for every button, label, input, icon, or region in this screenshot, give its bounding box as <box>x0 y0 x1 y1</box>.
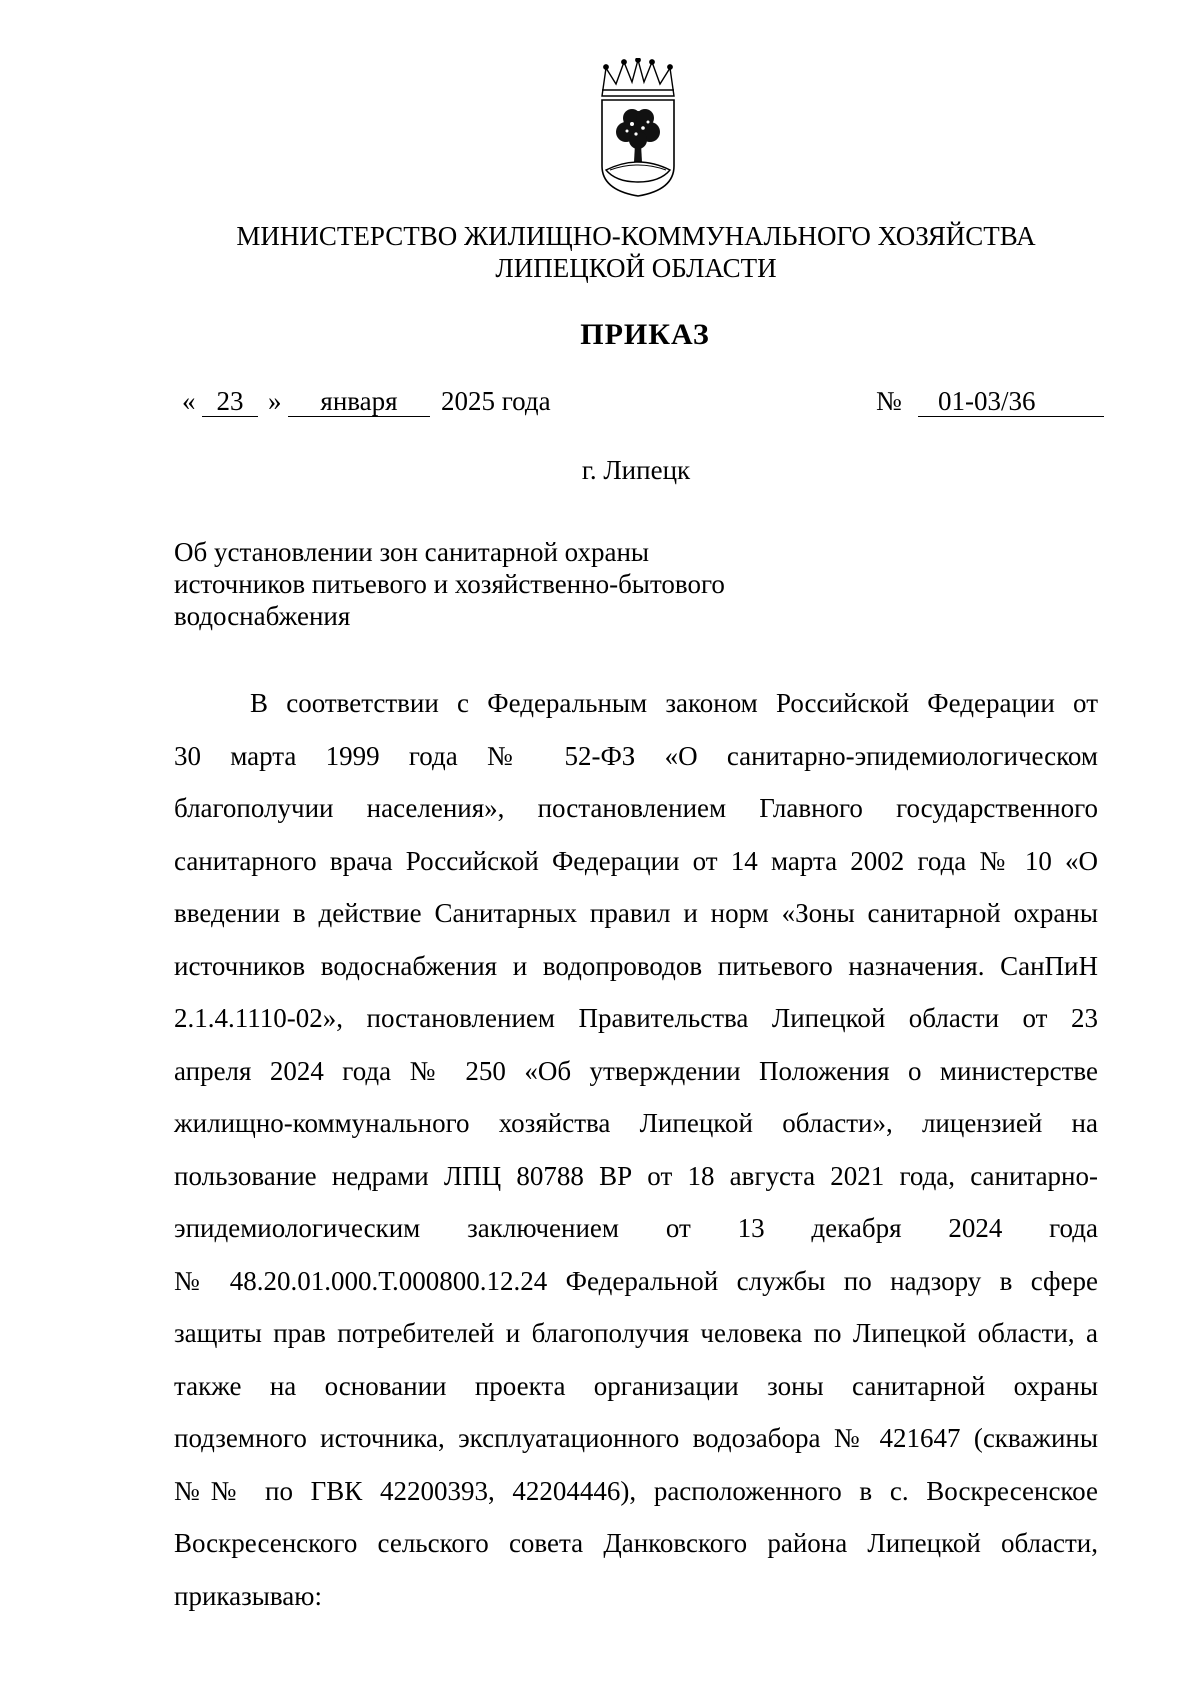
body-line-final: приказываю: <box>174 1580 322 1611</box>
date-day: 23 <box>202 386 258 417</box>
date-quote-open: « <box>182 386 196 416</box>
number-sign: № <box>876 386 902 416</box>
body-line: пользование недрами ЛПЦ 80788 ВР от 18 августа 2021 года, санитарно- <box>174 1160 1098 1191</box>
body-line: защиты прав потребителей и благополучия человека по Липецкой области, а <box>174 1318 1098 1348</box>
body-line: 2.1.4.1110-02», постановлением Правительства Липецкой области от 23 <box>174 1003 1098 1033</box>
date-month: января <box>288 386 430 417</box>
body-line: санитарного врача Российской Федерации от 14 марта 2002 года № 10 «О <box>174 845 1098 876</box>
order-body <box>174 677 1098 1622</box>
body-line: апреля 2024 года № 250 «Об утверждении Положения о министерстве <box>174 1055 1098 1086</box>
body-line: №№ по ГВК 42200393, 42204446), расположенного в с. Воскресенское <box>174 1475 1098 1506</box>
body-line: 30 марта 1999 года № 52-ФЗ «О санитарно-эпидемиологическом <box>174 740 1098 771</box>
date-year: 2025 года <box>441 386 551 416</box>
body-line: благополучии населения», постановлением Главного государственного <box>174 793 1098 823</box>
body-line: В соответствии с Федеральным законом Российской Федерации от <box>250 688 1098 718</box>
order-subject <box>174 536 794 632</box>
body-line: жилищно-коммунального хозяйства Липецкой области», лицензией на <box>174 1108 1098 1138</box>
subject-line: Об установлении зон санитарной охраны <box>174 537 650 567</box>
date-number-row <box>0 386 1200 422</box>
body-line: источников водоснабжения и водопроводов питьевого назначения. СанПиН <box>174 950 1098 981</box>
body-line: Воскресенского сельского совета Данковского района Липецкой области, <box>174 1528 1098 1558</box>
body-line: эпидемиологическим заключением от 13 декабря 2024 года <box>174 1213 1098 1243</box>
document-title: ПРИКАЗ <box>580 318 710 351</box>
city: г. Липецк <box>581 455 691 485</box>
body-line: № 48.20.01.000.Т.000800.12.24 Федеральной службы по надзору в сфере <box>174 1265 1098 1296</box>
ministry-region: ЛИПЕЦКОЙ ОБЛАСТИ <box>495 253 777 283</box>
subject-line: водоснабжения <box>174 601 351 631</box>
subject-line: источников питьевого и хозяйственно-бытового <box>174 569 725 599</box>
body-line: введении в действие Санитарных правил и норм «Зоны санитарной охраны <box>174 898 1098 928</box>
ministry-name: МИНИСТЕРСТВО ЖИЛИЩНО-КОММУНАЛЬНОГО ХОЗЯЙСТВА <box>236 221 1036 251</box>
document-number: 01-03/36 <box>918 386 1104 417</box>
coat-of-arms-icon <box>596 58 680 198</box>
date-quote-close: » <box>268 386 282 416</box>
body-line: подземного источника, эксплуатационного водозабора № 421647 (скважины <box>174 1423 1098 1453</box>
body-line: также на основании проекта организации зоны санитарной охраны <box>174 1370 1098 1401</box>
